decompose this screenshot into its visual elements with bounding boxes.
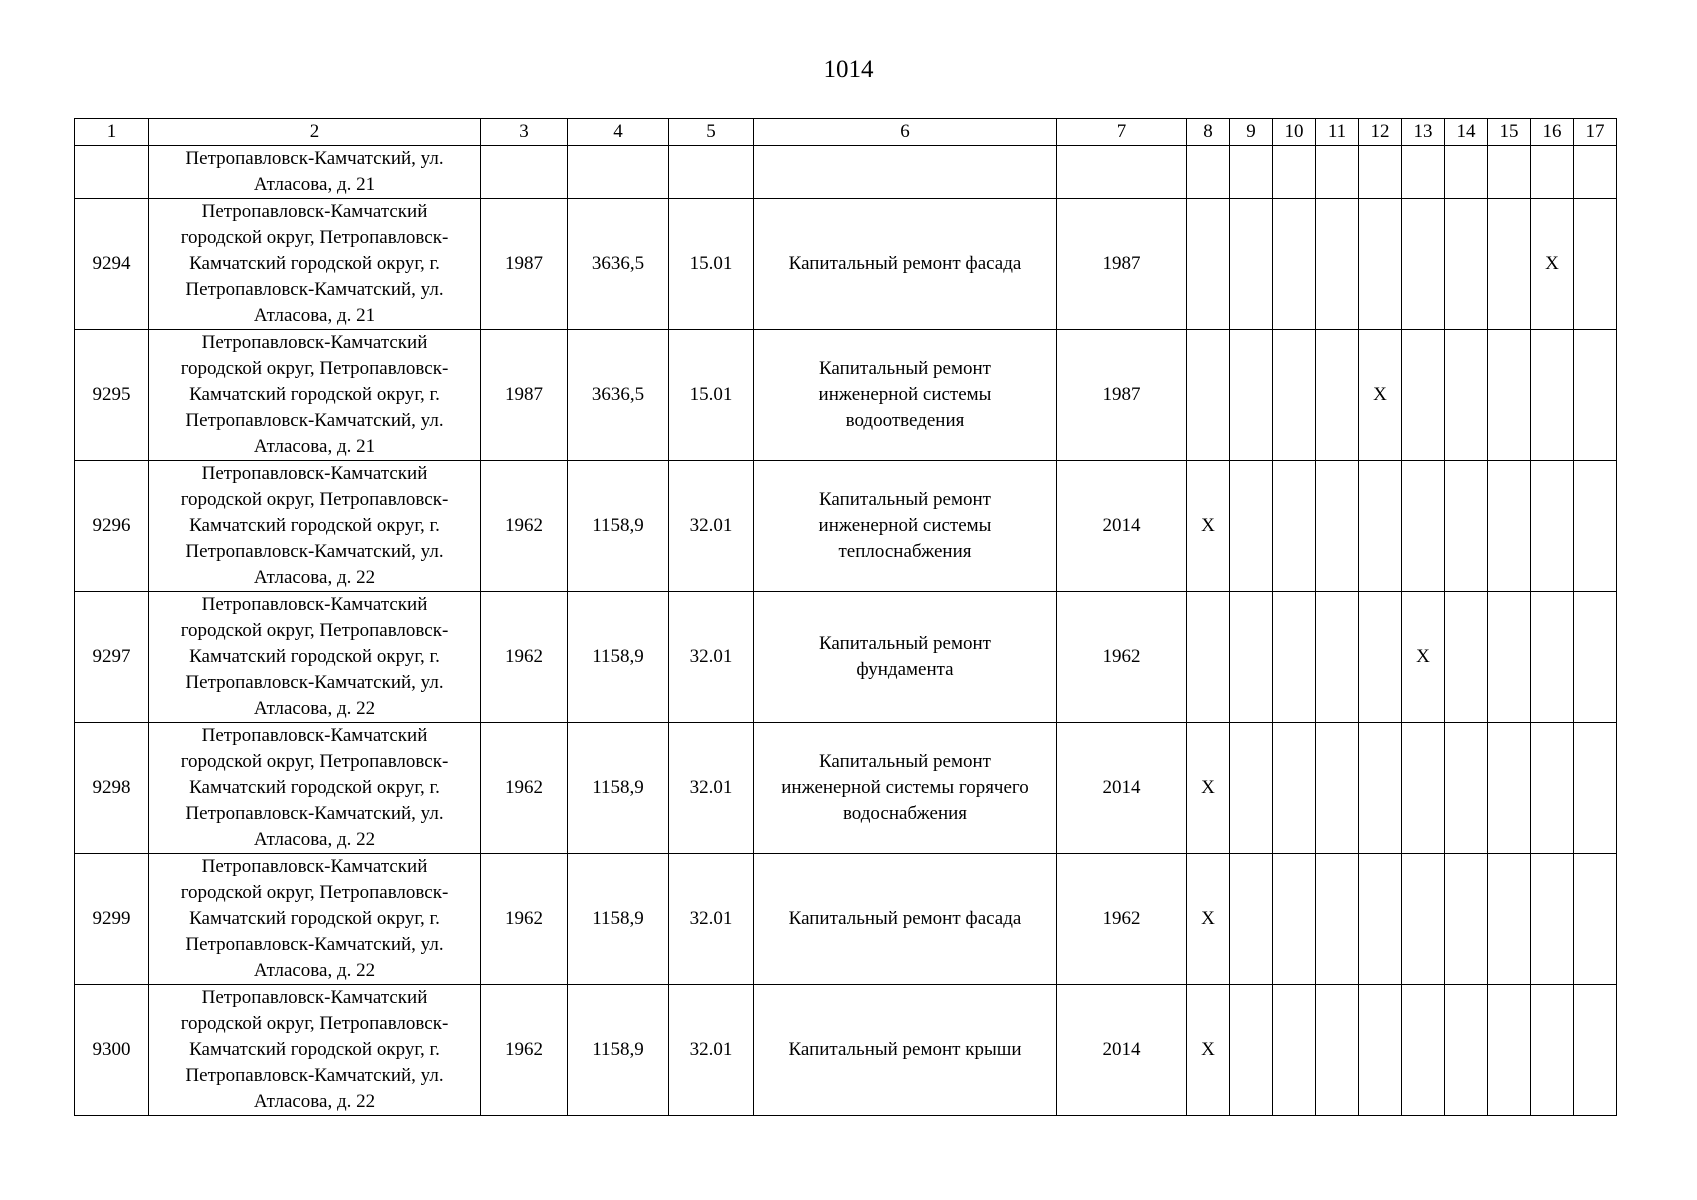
cell-address: Петропавловск-Камчатский городской округ, Петропавловск- Камчатский городской округ, г. Петропавловск-Камчатский, ул. Атласова, д. 22 (149, 592, 481, 723)
header-cell: 8 (1187, 119, 1230, 146)
cell-id (75, 146, 149, 199)
cell-mark (1574, 592, 1617, 723)
table-row (75, 592, 1617, 723)
repair-schedule-table (74, 118, 1617, 1116)
cell-mark (1230, 592, 1273, 723)
cell-area: 3636,5 (568, 330, 669, 461)
cell-mark (1316, 461, 1359, 592)
cell-area: 1158,9 (568, 592, 669, 723)
cell-address: Петропавловск-Камчатский, ул. Атласова, д. 21 (149, 146, 481, 199)
cell-year: 1962 (1057, 854, 1187, 985)
cell-mark: X (1187, 854, 1230, 985)
header-cell: 16 (1531, 119, 1574, 146)
header-cell: 12 (1359, 119, 1402, 146)
cell-work-type: Капитальный ремонт фасада (754, 199, 1057, 330)
cell-year: 2014 (1057, 985, 1187, 1116)
cell-code: 32.01 (669, 723, 754, 854)
cell-mark (1359, 985, 1402, 1116)
cell-year-built: 1962 (481, 461, 568, 592)
table-row (75, 723, 1617, 854)
table-row (75, 854, 1617, 985)
cell-mark: X (1187, 461, 1230, 592)
cell-mark (1230, 330, 1273, 461)
header-cell: 17 (1574, 119, 1617, 146)
cell-year-built: 1987 (481, 199, 568, 330)
header-cell: 10 (1273, 119, 1316, 146)
cell-mark (1316, 592, 1359, 723)
cell-mark (1230, 723, 1273, 854)
cell-work-type: Капитальный ремонт крыши (754, 985, 1057, 1116)
cell-mark (1445, 461, 1488, 592)
cell-code: 32.01 (669, 854, 754, 985)
cell-mark (1488, 592, 1531, 723)
cell-work-type: Капитальный ремонт инженерной системы теплоснабжения (754, 461, 1057, 592)
header-cell: 15 (1488, 119, 1531, 146)
cell-mark (1273, 854, 1316, 985)
cell-year: 2014 (1057, 461, 1187, 592)
header-cell: 7 (1057, 119, 1187, 146)
cell-mark (1359, 854, 1402, 985)
cell-mark (1531, 461, 1574, 592)
cell-mark (1273, 723, 1316, 854)
cell-area: 1158,9 (568, 854, 669, 985)
cell-mark (1230, 854, 1273, 985)
cell-mark (1402, 854, 1445, 985)
cell-mark (1273, 592, 1316, 723)
table-row (75, 985, 1617, 1116)
cell-address: Петропавловск-Камчатский городской округ, Петропавловск- Камчатский городской округ, г. Петропавловск-Камчатский, ул. Атласова, д. 22 (149, 854, 481, 985)
cell-address: Петропавловск-Камчатский городской округ, Петропавловск- Камчатский городской округ, г. Петропавловск-Камчатский, ул. Атласова, д. 21 (149, 199, 481, 330)
cell-code: 32.01 (669, 461, 754, 592)
cell-code: 32.01 (669, 592, 754, 723)
cell-mark (1488, 854, 1531, 985)
header-cell: 13 (1402, 119, 1445, 146)
cell-mark (1445, 199, 1488, 330)
cell-id: 9298 (75, 723, 149, 854)
cell-work-type: Капитальный ремонт инженерной системы горячего водоснабжения (754, 723, 1057, 854)
cell-mark (1402, 985, 1445, 1116)
cell-work-type: Капитальный ремонт фасада (754, 854, 1057, 985)
cell-year-built: 1962 (481, 985, 568, 1116)
cell-mark (1531, 592, 1574, 723)
cell-id: 9300 (75, 985, 149, 1116)
cell-mark (1402, 723, 1445, 854)
cell-mark (1488, 723, 1531, 854)
cell-year-built: 1962 (481, 723, 568, 854)
table-row (75, 199, 1617, 330)
cell-mark (1445, 592, 1488, 723)
cell-year-built: 1962 (481, 592, 568, 723)
cell-mark (1488, 985, 1531, 1116)
cell-mark (1574, 330, 1617, 461)
header-cell: 2 (149, 119, 481, 146)
cell-mark (1402, 330, 1445, 461)
cell-code: 15.01 (669, 330, 754, 461)
cell-mark (1316, 854, 1359, 985)
cell-work-type: Капитальный ремонт инженерной системы водоотведения (754, 330, 1057, 461)
header-cell: 1 (75, 119, 149, 146)
cell-year: 1962 (1057, 592, 1187, 723)
cell-year-built: 1987 (481, 330, 568, 461)
cell-mark: X (1187, 723, 1230, 854)
cell-id: 9297 (75, 592, 149, 723)
cell-mark (1187, 592, 1230, 723)
cell-mark: X (1531, 199, 1574, 330)
cell-year-built: 1962 (481, 854, 568, 985)
header-cell: 5 (669, 119, 754, 146)
cell-mark: X (1187, 985, 1230, 1116)
cell-mark (1273, 985, 1316, 1116)
cell-mark (1488, 330, 1531, 461)
page-number: 1014 (823, 56, 874, 83)
cell-year: 1987 (1057, 199, 1187, 330)
cell-id: 9295 (75, 330, 149, 461)
cell-mark (1531, 985, 1574, 1116)
cell-area: 1158,9 (568, 985, 669, 1116)
cell-mark (1531, 854, 1574, 985)
cell-mark (1531, 330, 1574, 461)
cell-mark (1445, 985, 1488, 1116)
cell-id: 9299 (75, 854, 149, 985)
cell-mark (1488, 199, 1531, 330)
header-cell: 11 (1316, 119, 1359, 146)
header-cell: 3 (481, 119, 568, 146)
cell-mark (1402, 199, 1445, 330)
cell-area: 1158,9 (568, 461, 669, 592)
cell-mark (1574, 854, 1617, 985)
cell-mark (1316, 199, 1359, 330)
header-cell: 4 (568, 119, 669, 146)
cell-mark (1574, 199, 1617, 330)
cell-address: Петропавловск-Камчатский городской округ, Петропавловск- Камчатский городской округ, г. Петропавловск-Камчатский, ул. Атласова, д. 22 (149, 723, 481, 854)
header-row (75, 119, 1617, 146)
cell-mark (1574, 985, 1617, 1116)
cell-code: 15.01 (669, 199, 754, 330)
header-cell: 9 (1230, 119, 1273, 146)
header-cell: 6 (754, 119, 1057, 146)
cell-mark (1316, 330, 1359, 461)
cell-year: 1987 (1057, 330, 1187, 461)
cell-mark: X (1359, 330, 1402, 461)
header-cell: 14 (1445, 119, 1488, 146)
cell-id: 9296 (75, 461, 149, 592)
cell-mark (1316, 985, 1359, 1116)
cell-mark (1445, 854, 1488, 985)
cell-id: 9294 (75, 199, 149, 330)
cell-mark (1445, 330, 1488, 461)
cell-mark (1230, 985, 1273, 1116)
cell-mark (1230, 461, 1273, 592)
cell-mark (1574, 461, 1617, 592)
cell-mark (1316, 723, 1359, 854)
cell-mark (1445, 723, 1488, 854)
cell-mark: X (1402, 592, 1445, 723)
cell-mark (1273, 330, 1316, 461)
cell-mark (1359, 461, 1402, 592)
cell-area: 1158,9 (568, 723, 669, 854)
table-row (75, 461, 1617, 592)
continuation-row (75, 146, 1617, 199)
cell-code: 32.01 (669, 985, 754, 1116)
cell-mark (1488, 461, 1531, 592)
cell-mark (1187, 199, 1230, 330)
cell-address: Петропавловск-Камчатский городской округ, Петропавловск- Камчатский городской округ, г. Петропавловск-Камчатский, ул. Атласова, д. 22 (149, 461, 481, 592)
cell-mark (1230, 199, 1273, 330)
cell-mark (1359, 199, 1402, 330)
cell-mark (1359, 723, 1402, 854)
cell-mark (1359, 592, 1402, 723)
cell-mark (1402, 461, 1445, 592)
cell-mark (1574, 723, 1617, 854)
cell-address: Петропавловск-Камчатский городской округ, Петропавловск- Камчатский городской округ, г. Петропавловск-Камчатский, ул. Атласова, д. 21 (149, 330, 481, 461)
cell-work-type: Капитальный ремонт фундамента (754, 592, 1057, 723)
cell-mark (1273, 199, 1316, 330)
cell-area: 3636,5 (568, 199, 669, 330)
table-row (75, 330, 1617, 461)
cell-year: 2014 (1057, 723, 1187, 854)
cell-mark (1273, 461, 1316, 592)
cell-mark (1187, 330, 1230, 461)
cell-address: Петропавловск-Камчатский городской округ, Петропавловск- Камчатский городской округ, г. Петропавловск-Камчатский, ул. Атласова, д. 22 (149, 985, 481, 1116)
cell-mark (1531, 723, 1574, 854)
